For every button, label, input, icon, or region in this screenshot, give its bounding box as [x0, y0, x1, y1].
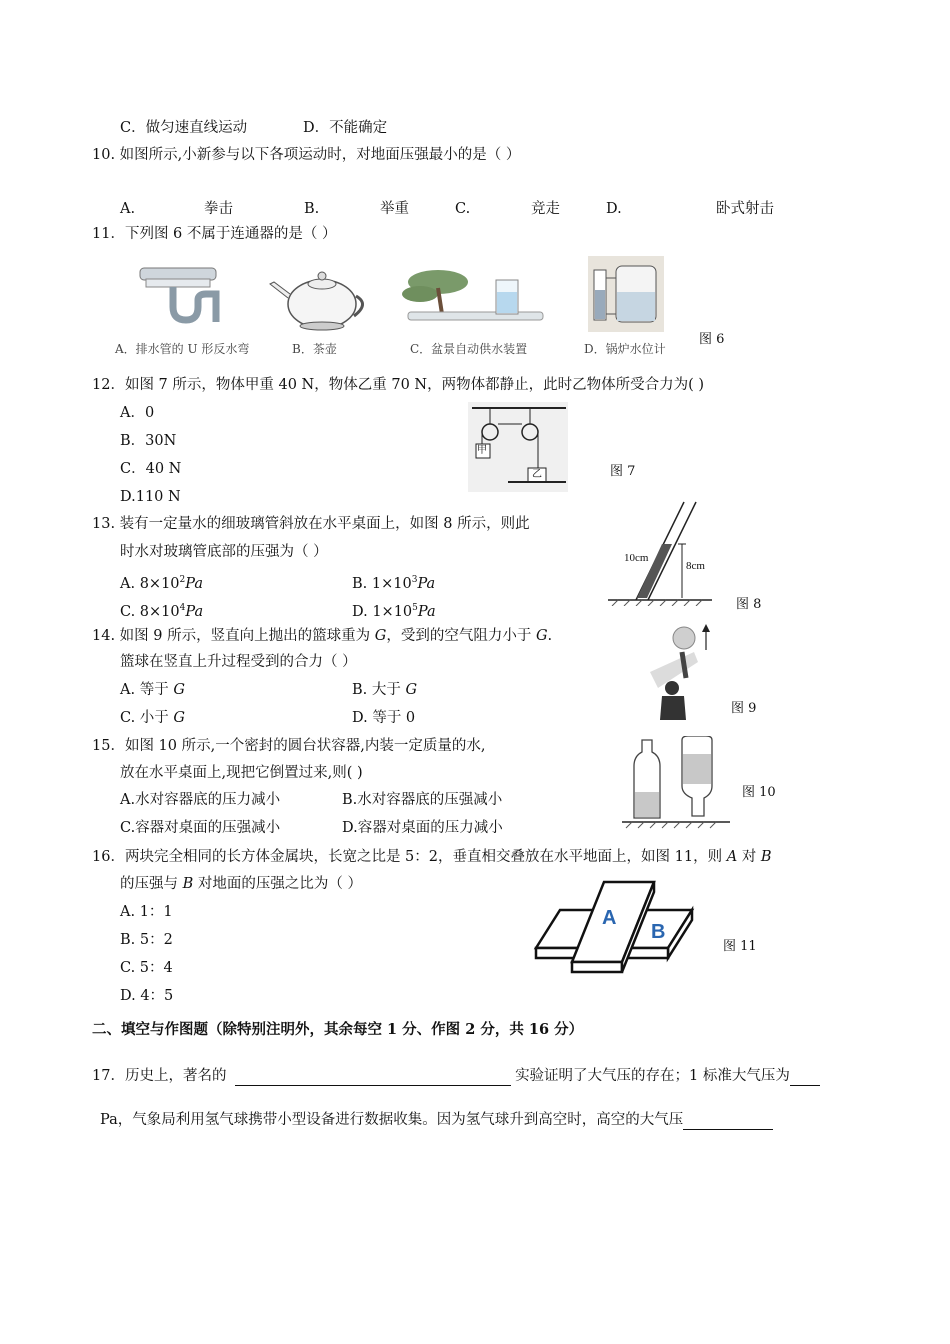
- q9-option-d: D．不能确定: [303, 120, 388, 136]
- inclined-tube-figure: [606, 498, 716, 606]
- q15-option-a: A.水对容器底的压力减小: [120, 792, 281, 808]
- u-trap-drain-figure: [118, 262, 258, 337]
- fig7-caption: 图 7: [610, 464, 636, 479]
- fig8-caption: 图 8: [736, 597, 762, 612]
- fig6-label-c: C．盆景自动供水装置: [410, 342, 528, 356]
- jia-label: 甲: [477, 445, 487, 456]
- q12-option-b: B．30N: [120, 433, 177, 449]
- q13-option-b: B. $1\times 10^3Pa$: [352, 575, 436, 592]
- q10-option-b-text: 举重: [380, 201, 409, 217]
- q9-option-c: C．做匀速直线运动: [120, 120, 248, 136]
- q10-option-a-text: 拳击: [204, 201, 233, 217]
- q16-option-a: A. 1：1: [120, 904, 173, 920]
- q12-stem: 12．如图 7 所示，物体甲重 40 N，物体乙重 70 N，两物体都静止，此时乙物体所受合力为( ): [92, 377, 705, 393]
- q14-option-b: B. 大于 G: [352, 682, 418, 698]
- q13-option-a: A. $8\times 10^2Pa$: [120, 575, 203, 592]
- block-b-label: B: [651, 921, 666, 943]
- q16-option-c: C. 5：4: [120, 960, 173, 976]
- q14-stem-line2: 篮球在竖直上升过程受到的合力（ ）: [120, 654, 357, 670]
- tube-length-label: 10cm: [624, 552, 649, 564]
- q14-option-d: D. 等于 0: [352, 710, 416, 726]
- q13-stem-line2: 时水对玻璃管底部的压强为（ ）: [120, 544, 328, 560]
- q15-option-c: C.容器对桌面的压强减小: [120, 820, 281, 836]
- basketball-throw-figure: [644, 622, 716, 722]
- block-a-label: A: [602, 907, 617, 929]
- teapot-figure: [266, 262, 371, 334]
- fig6-caption: 图 6: [699, 332, 725, 347]
- section2-title: 二、填空与作图题（除特别注明外，其余每空 1 分、作图 2 分，共 16 分）: [92, 1021, 584, 1038]
- fig6-label-d: D．锅炉水位计: [584, 342, 666, 356]
- q10-option-b-letter: B.: [304, 201, 320, 217]
- q17-line2: Pa，气象局利用氢气球携带小型设备进行数据收集。因为氢气球升到高空时，高空的大气压: [100, 1110, 773, 1130]
- q14-stem-line1: 14. 如图 9 所示，竖直向上抛出的篮球重为 G，受到的空气阻力小于 G.: [92, 628, 553, 644]
- q16-option-d: D. 4：5: [120, 988, 174, 1004]
- fig11-caption: 图 11: [723, 939, 757, 954]
- boiler-gauge-figure: [588, 256, 664, 332]
- bonsai-water-supply-figure: [398, 262, 548, 330]
- fig10-caption: 图 10: [742, 785, 776, 800]
- q15-option-b: B.水对容器底的压强减小: [342, 792, 503, 808]
- q14-option-c: C. 小于 G: [120, 710, 185, 726]
- q13-stem-line1: 13. 装有一定量水的细玻璃管斜放在水平桌面上，如图 8 所示，则此: [92, 516, 530, 532]
- q10-option-c-text: 竞走: [531, 201, 560, 217]
- stacked-blocks-figure: [532, 878, 702, 978]
- q11-stem: 11．下列图 6 不属于连通器的是（ ）: [92, 226, 337, 242]
- q17-blank-high-altitude[interactable]: [683, 1113, 773, 1130]
- q15-stem-line1: 15．如图 10 所示,一个密封的圆台状容器,内装一定质量的水,: [92, 738, 486, 754]
- q10-option-c-letter: C.: [455, 201, 471, 217]
- fig9-caption: 图 9: [731, 701, 757, 716]
- q16-stem-line1: 16．两块完全相同的长方体金属块，长宽之比是 5：2，垂直相交叠放在水平地面上，如图 11，则 A 对 B: [92, 849, 772, 865]
- fig6-label-b: B．茶壶: [292, 342, 337, 356]
- q10-option-d-letter: D.: [606, 201, 622, 217]
- fig6-label-a: A．排水管的 U 形反水弯: [115, 342, 250, 356]
- yi-label: 乙: [532, 469, 542, 480]
- water-height-label: 8cm: [686, 560, 705, 572]
- q12-option-d: D.110 N: [120, 489, 181, 505]
- q12-option-a: A．0: [120, 405, 155, 421]
- q13-option-c: C. $8\times 10^4Pa$: [120, 603, 204, 620]
- q10-option-d-text: 卧式射击: [716, 201, 774, 217]
- q17-blank-experiment[interactable]: [235, 1069, 511, 1086]
- q10-option-a-letter: A.: [120, 201, 136, 217]
- q15-option-d: D.容器对桌面的压力减小: [342, 820, 503, 836]
- q16-stem-line2: 的压强与 B 对地面的压强之比为（ ）: [120, 876, 362, 892]
- q12-option-c: C．40 N: [120, 461, 182, 477]
- pulley-figure: [468, 402, 568, 492]
- q15-stem-line2: 放在水平桌面上,现把它倒置过来,则( ): [120, 765, 363, 781]
- q13-option-d: D. $1\times 10^5Pa$: [352, 603, 436, 620]
- q16-option-b: B. 5：2: [120, 932, 173, 948]
- q17-blank-pressure-value[interactable]: [790, 1069, 820, 1086]
- q10-stem: 10. 如图所示,小新参与以下各项运动时，对地面压强最小的是（ ）: [92, 147, 521, 163]
- inverted-container-figure: [622, 736, 734, 830]
- q17-line1: 17．历史上，著名的 实验证明了大气压的存在；1 标准大气压为: [92, 1066, 820, 1086]
- q14-option-a: A. 等于 G: [120, 682, 185, 698]
